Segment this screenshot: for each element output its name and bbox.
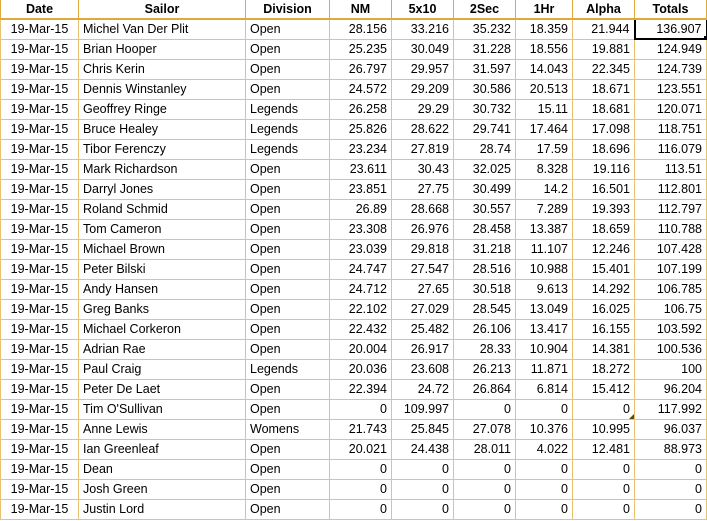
table-row[interactable] bbox=[1, 339, 707, 359]
cell-alpha[interactable]: 19.881 bbox=[573, 39, 635, 59]
column-header-sailor[interactable]: Sailor bbox=[79, 0, 246, 19]
cell-totals[interactable]: 0 bbox=[635, 499, 707, 519]
cell-sailor[interactable]: Michael Corkeron bbox=[79, 319, 246, 339]
table-row[interactable] bbox=[1, 259, 707, 279]
cell-sailor[interactable]: Darryl Jones bbox=[79, 179, 246, 199]
cell-date[interactable]: 19-Mar-15 bbox=[1, 59, 79, 79]
column-header-nm[interactable]: NM bbox=[330, 0, 392, 19]
cell-2sec[interactable]: 30.557 bbox=[454, 199, 516, 219]
cell-division[interactable]: Open bbox=[246, 39, 330, 59]
cell-date[interactable]: 19-Mar-15 bbox=[1, 499, 79, 519]
cell-totals[interactable]: 112.801 bbox=[635, 179, 707, 199]
cell-5x10[interactable]: 28.668 bbox=[392, 199, 454, 219]
cell-5x10[interactable]: 29.818 bbox=[392, 239, 454, 259]
cell-date[interactable]: 19-Mar-15 bbox=[1, 359, 79, 379]
cell-5x10[interactable]: 27.65 bbox=[392, 279, 454, 299]
cell-1hr[interactable]: 0 bbox=[516, 479, 573, 499]
cell-5x10[interactable]: 30.43 bbox=[392, 159, 454, 179]
cell-division[interactable]: Open bbox=[246, 219, 330, 239]
cell-alpha[interactable]: 18.272 bbox=[573, 359, 635, 379]
cell-totals[interactable]: 124.949 bbox=[635, 39, 707, 59]
cell-alpha[interactable]: 17.098 bbox=[573, 119, 635, 139]
cell-2sec[interactable]: 28.011 bbox=[454, 439, 516, 459]
table-row[interactable] bbox=[1, 219, 707, 239]
cell-totals[interactable]: 123.551 bbox=[635, 79, 707, 99]
cell-sailor[interactable]: Tim O'Sullivan bbox=[79, 399, 246, 419]
table-row[interactable] bbox=[1, 459, 707, 479]
cell-sailor[interactable]: Peter Bilski bbox=[79, 259, 246, 279]
cell-1hr[interactable]: 14.043 bbox=[516, 59, 573, 79]
cell-sailor[interactable]: Ian Greenleaf bbox=[79, 439, 246, 459]
cell-1hr[interactable]: 6.814 bbox=[516, 379, 573, 399]
cell-nm[interactable]: 25.235 bbox=[330, 39, 392, 59]
cell-nm[interactable]: 28.156 bbox=[330, 19, 392, 39]
table-row[interactable] bbox=[1, 419, 707, 439]
table-row[interactable] bbox=[1, 499, 707, 519]
cell-5x10[interactable]: 27.029 bbox=[392, 299, 454, 319]
cell-2sec[interactable]: 30.499 bbox=[454, 179, 516, 199]
cell-5x10[interactable]: 24.72 bbox=[392, 379, 454, 399]
cell-1hr[interactable]: 8.328 bbox=[516, 159, 573, 179]
cell-date[interactable]: 19-Mar-15 bbox=[1, 159, 79, 179]
table-row[interactable] bbox=[1, 59, 707, 79]
table-row[interactable] bbox=[1, 279, 707, 299]
cell-totals[interactable]: 0 bbox=[635, 479, 707, 499]
cell-date[interactable]: 19-Mar-15 bbox=[1, 399, 79, 419]
cell-1hr[interactable]: 4.022 bbox=[516, 439, 573, 459]
cell-date[interactable]: 19-Mar-15 bbox=[1, 279, 79, 299]
cell-nm[interactable]: 23.611 bbox=[330, 159, 392, 179]
cell-date[interactable]: 19-Mar-15 bbox=[1, 119, 79, 139]
cell-1hr[interactable]: 10.376 bbox=[516, 419, 573, 439]
cell-date[interactable]: 19-Mar-15 bbox=[1, 319, 79, 339]
cell-sailor[interactable]: Dennis Winstanley bbox=[79, 79, 246, 99]
cell-division[interactable]: Open bbox=[246, 379, 330, 399]
cell-sailor[interactable]: Chris Kerin bbox=[79, 59, 246, 79]
cell-date[interactable]: 19-Mar-15 bbox=[1, 19, 79, 39]
cell-1hr[interactable]: 7.289 bbox=[516, 199, 573, 219]
cell-2sec[interactable]: 32.025 bbox=[454, 159, 516, 179]
cell-2sec[interactable]: 26.213 bbox=[454, 359, 516, 379]
cell-alpha[interactable]: 16.025 bbox=[573, 299, 635, 319]
cell-totals[interactable]: 88.973 bbox=[635, 439, 707, 459]
cell-division[interactable]: Open bbox=[246, 459, 330, 479]
cell-division[interactable]: Open bbox=[246, 259, 330, 279]
cell-division[interactable]: Open bbox=[246, 19, 330, 39]
cell-nm[interactable]: 0 bbox=[330, 459, 392, 479]
cell-nm[interactable]: 0 bbox=[330, 479, 392, 499]
cell-alpha[interactable]: 16.155 bbox=[573, 319, 635, 339]
cell-alpha[interactable]: 10.995 bbox=[573, 419, 635, 439]
cell-1hr[interactable]: 11.871 bbox=[516, 359, 573, 379]
cell-sailor[interactable]: Josh Green bbox=[79, 479, 246, 499]
cell-date[interactable]: 19-Mar-15 bbox=[1, 439, 79, 459]
cell-date[interactable]: 19-Mar-15 bbox=[1, 239, 79, 259]
cell-totals[interactable]: 100.536 bbox=[635, 339, 707, 359]
cell-sailor[interactable]: Dean bbox=[79, 459, 246, 479]
cell-2sec[interactable]: 29.741 bbox=[454, 119, 516, 139]
fill-handle[interactable] bbox=[704, 36, 707, 39]
cell-5x10[interactable]: 27.75 bbox=[392, 179, 454, 199]
cell-date[interactable]: 19-Mar-15 bbox=[1, 479, 79, 499]
cell-2sec[interactable]: 28.458 bbox=[454, 219, 516, 239]
cell-date[interactable]: 19-Mar-15 bbox=[1, 39, 79, 59]
table-row[interactable] bbox=[1, 139, 707, 159]
cell-nm[interactable]: 23.851 bbox=[330, 179, 392, 199]
cell-nm[interactable]: 24.747 bbox=[330, 259, 392, 279]
cell-5x10[interactable]: 29.209 bbox=[392, 79, 454, 99]
column-header-2sec[interactable]: 2Sec bbox=[454, 0, 516, 19]
column-header-alpha[interactable]: Alpha bbox=[573, 0, 635, 19]
cell-division[interactable]: Open bbox=[246, 179, 330, 199]
cell-totals[interactable]: 107.199 bbox=[635, 259, 707, 279]
cell-date[interactable]: 19-Mar-15 bbox=[1, 299, 79, 319]
cell-2sec[interactable]: 31.597 bbox=[454, 59, 516, 79]
cell-date[interactable]: 19-Mar-15 bbox=[1, 419, 79, 439]
table-row[interactable] bbox=[1, 19, 707, 39]
cell-alpha[interactable]: 15.401 bbox=[573, 259, 635, 279]
cell-5x10[interactable]: 26.976 bbox=[392, 219, 454, 239]
cell-division[interactable]: Legends bbox=[246, 139, 330, 159]
cell-5x10[interactable]: 27.547 bbox=[392, 259, 454, 279]
cell-5x10[interactable]: 24.438 bbox=[392, 439, 454, 459]
cell-1hr[interactable]: 0 bbox=[516, 459, 573, 479]
table-row[interactable] bbox=[1, 439, 707, 459]
cell-division[interactable]: Open bbox=[246, 479, 330, 499]
cell-sailor[interactable]: Andy Hansen bbox=[79, 279, 246, 299]
table-row[interactable] bbox=[1, 319, 707, 339]
cell-nm[interactable]: 20.036 bbox=[330, 359, 392, 379]
table-header-row bbox=[1, 0, 707, 19]
cell-date[interactable]: 19-Mar-15 bbox=[1, 79, 79, 99]
cell-1hr[interactable]: 18.359 bbox=[516, 19, 573, 39]
table-row[interactable] bbox=[1, 239, 707, 259]
cell-5x10[interactable]: 26.917 bbox=[392, 339, 454, 359]
cell-division[interactable]: Legends bbox=[246, 99, 330, 119]
cell-date[interactable]: 19-Mar-15 bbox=[1, 99, 79, 119]
cell-totals[interactable]: 106.785 bbox=[635, 279, 707, 299]
cell-division[interactable]: Open bbox=[246, 339, 330, 359]
table-row[interactable] bbox=[1, 79, 707, 99]
cell-1hr[interactable]: 11.107 bbox=[516, 239, 573, 259]
cell-nm[interactable]: 22.102 bbox=[330, 299, 392, 319]
cell-division[interactable]: Open bbox=[246, 159, 330, 179]
cell-1hr[interactable]: 10.988 bbox=[516, 259, 573, 279]
cell-2sec[interactable]: 26.106 bbox=[454, 319, 516, 339]
cell-5x10[interactable]: 109.997 bbox=[392, 399, 454, 419]
cell-alpha[interactable]: 18.659 bbox=[573, 219, 635, 239]
cell-nm[interactable]: 22.432 bbox=[330, 319, 392, 339]
cell-nm[interactable]: 21.743 bbox=[330, 419, 392, 439]
cell-totals[interactable]: 120.071 bbox=[635, 99, 707, 119]
cell-nm[interactable]: 20.021 bbox=[330, 439, 392, 459]
cell-nm[interactable]: 23.039 bbox=[330, 239, 392, 259]
cell-1hr[interactable]: 13.387 bbox=[516, 219, 573, 239]
cell-5x10[interactable]: 29.29 bbox=[392, 99, 454, 119]
cell-5x10[interactable]: 25.845 bbox=[392, 419, 454, 439]
cell-5x10[interactable]: 28.622 bbox=[392, 119, 454, 139]
cell-division[interactable]: Open bbox=[246, 279, 330, 299]
cell-division[interactable]: Open bbox=[246, 199, 330, 219]
cell-alpha[interactable]: 22.345 bbox=[573, 59, 635, 79]
cell-nm[interactable]: 20.004 bbox=[330, 339, 392, 359]
cell-alpha[interactable]: 12.246 bbox=[573, 239, 635, 259]
cell-date[interactable]: 19-Mar-15 bbox=[1, 459, 79, 479]
cell-sailor[interactable]: Tibor Ferenczy bbox=[79, 139, 246, 159]
table-row[interactable] bbox=[1, 379, 707, 399]
cell-nm[interactable]: 23.234 bbox=[330, 139, 392, 159]
cell-sailor[interactable]: Brian Hooper bbox=[79, 39, 246, 59]
cell-alpha[interactable]: 15.412 bbox=[573, 379, 635, 399]
cell-1hr[interactable]: 13.417 bbox=[516, 319, 573, 339]
cell-alpha[interactable]: 18.696 bbox=[573, 139, 635, 159]
cell-2sec[interactable]: 0 bbox=[454, 499, 516, 519]
cell-nm[interactable]: 0 bbox=[330, 399, 392, 419]
table-row[interactable] bbox=[1, 99, 707, 119]
table-row[interactable] bbox=[1, 119, 707, 139]
cell-alpha[interactable]: 21.944 bbox=[573, 19, 635, 39]
cell-division[interactable]: Open bbox=[246, 499, 330, 519]
cell-totals[interactable]: 110.788 bbox=[635, 219, 707, 239]
table-row[interactable] bbox=[1, 359, 707, 379]
cell-date[interactable]: 19-Mar-15 bbox=[1, 199, 79, 219]
cell-nm[interactable]: 24.572 bbox=[330, 79, 392, 99]
cell-5x10[interactable]: 0 bbox=[392, 459, 454, 479]
cell-totals[interactable]: 113.51 bbox=[635, 159, 707, 179]
cell-alpha[interactable]: 19.116 bbox=[573, 159, 635, 179]
cell-alpha[interactable]: 16.501 bbox=[573, 179, 635, 199]
cell-alpha[interactable]: 12.481 bbox=[573, 439, 635, 459]
cell-totals[interactable]: 100 bbox=[635, 359, 707, 379]
cell-5x10[interactable]: 30.049 bbox=[392, 39, 454, 59]
cell-5x10[interactable]: 29.957 bbox=[392, 59, 454, 79]
table-row[interactable] bbox=[1, 159, 707, 179]
selected-cell[interactable]: 136.907 bbox=[635, 19, 707, 39]
table-row[interactable] bbox=[1, 399, 707, 419]
cell-5x10[interactable]: 23.608 bbox=[392, 359, 454, 379]
cell-2sec[interactable]: 31.218 bbox=[454, 239, 516, 259]
cell-2sec[interactable]: 27.078 bbox=[454, 419, 516, 439]
cell-2sec[interactable]: 31.228 bbox=[454, 39, 516, 59]
cell-totals[interactable]: 96.037 bbox=[635, 419, 707, 439]
cell-2sec[interactable]: 30.518 bbox=[454, 279, 516, 299]
cell-5x10[interactable]: 25.482 bbox=[392, 319, 454, 339]
cell-2sec[interactable]: 26.864 bbox=[454, 379, 516, 399]
cell-sailor[interactable]: Anne Lewis bbox=[79, 419, 246, 439]
cell-alpha[interactable]: 0 bbox=[573, 499, 635, 519]
cell-2sec[interactable]: 28.545 bbox=[454, 299, 516, 319]
cell-comment-marker bbox=[629, 414, 634, 419]
cell-date[interactable]: 19-Mar-15 bbox=[1, 379, 79, 399]
cell-sailor[interactable]: Paul Craig bbox=[79, 359, 246, 379]
cell-sailor[interactable]: Justin Lord bbox=[79, 499, 246, 519]
column-header-1hr[interactable]: 1Hr bbox=[516, 0, 573, 19]
cell-5x10[interactable]: 0 bbox=[392, 499, 454, 519]
cell-division[interactable]: Womens bbox=[246, 419, 330, 439]
cell-division[interactable]: Legends bbox=[246, 119, 330, 139]
cell-division[interactable]: Open bbox=[246, 399, 330, 419]
cell-alpha[interactable]: 19.393 bbox=[573, 199, 635, 219]
cell-totals[interactable]: 116.079 bbox=[635, 139, 707, 159]
cell-2sec[interactable]: 30.732 bbox=[454, 99, 516, 119]
cell-alpha[interactable]: 18.681 bbox=[573, 99, 635, 119]
cell-1hr[interactable]: 15.11 bbox=[516, 99, 573, 119]
cell-totals[interactable]: 118.751 bbox=[635, 119, 707, 139]
cell-nm[interactable]: 23.308 bbox=[330, 219, 392, 239]
cell-5x10[interactable]: 27.819 bbox=[392, 139, 454, 159]
cell-alpha[interactable]: 18.671 bbox=[573, 79, 635, 99]
cell-1hr[interactable]: 18.556 bbox=[516, 39, 573, 59]
cell-nm[interactable]: 26.797 bbox=[330, 59, 392, 79]
cell-sailor[interactable]: Tom Cameron bbox=[79, 219, 246, 239]
cell-5x10[interactable]: 0 bbox=[392, 479, 454, 499]
cell-division[interactable]: Open bbox=[246, 319, 330, 339]
cell-2sec[interactable]: 0 bbox=[454, 479, 516, 499]
cell-date[interactable]: 19-Mar-15 bbox=[1, 139, 79, 159]
cell-totals[interactable]: 103.592 bbox=[635, 319, 707, 339]
cell-alpha[interactable]: 14.292 bbox=[573, 279, 635, 299]
cell-division[interactable]: Legends bbox=[246, 359, 330, 379]
table-body bbox=[1, 19, 707, 519]
cell-nm[interactable]: 26.89 bbox=[330, 199, 392, 219]
cell-1hr[interactable]: 17.59 bbox=[516, 139, 573, 159]
table-row[interactable] bbox=[1, 299, 707, 319]
cell-nm[interactable]: 26.258 bbox=[330, 99, 392, 119]
column-header-division[interactable]: Division bbox=[246, 0, 330, 19]
cell-sailor[interactable]: Roland Schmid bbox=[79, 199, 246, 219]
cell-2sec[interactable]: 35.232 bbox=[454, 19, 516, 39]
cell-sailor[interactable]: Geoffrey Ringe bbox=[79, 99, 246, 119]
cell-sailor[interactable]: Bruce Healey bbox=[79, 119, 246, 139]
table-row[interactable] bbox=[1, 39, 707, 59]
table-row[interactable] bbox=[1, 479, 707, 499]
cell-1hr[interactable]: 13.049 bbox=[516, 299, 573, 319]
cell-2sec[interactable]: 28.516 bbox=[454, 259, 516, 279]
cell-totals[interactable]: 107.428 bbox=[635, 239, 707, 259]
cell-sailor[interactable]: Peter De Laet bbox=[79, 379, 246, 399]
cell-1hr[interactable]: 9.613 bbox=[516, 279, 573, 299]
cell-2sec[interactable]: 28.33 bbox=[454, 339, 516, 359]
cell-totals[interactable]: 106.75 bbox=[635, 299, 707, 319]
cell-5x10[interactable]: 33.216 bbox=[392, 19, 454, 39]
cell-2sec[interactable]: 0 bbox=[454, 399, 516, 419]
cell-sailor[interactable]: Mark Richardson bbox=[79, 159, 246, 179]
cell-totals[interactable]: 112.797 bbox=[635, 199, 707, 219]
cell-nm[interactable]: 24.712 bbox=[330, 279, 392, 299]
cell-1hr[interactable]: 10.904 bbox=[516, 339, 573, 359]
cell-nm[interactable]: 22.394 bbox=[330, 379, 392, 399]
cell-sailor[interactable]: Michel Van Der Plit bbox=[79, 19, 246, 39]
cell-alpha[interactable]: 0 bbox=[573, 479, 635, 499]
cell-alpha[interactable]: 14.381 bbox=[573, 339, 635, 359]
cell-totals[interactable]: 117.992 bbox=[635, 399, 707, 419]
cell-date[interactable]: 19-Mar-15 bbox=[1, 219, 79, 239]
cell-sailor[interactable]: Adrian Rae bbox=[79, 339, 246, 359]
cell-division[interactable]: Open bbox=[246, 439, 330, 459]
table-row[interactable] bbox=[1, 199, 707, 219]
table-row[interactable] bbox=[1, 179, 707, 199]
cell-1hr[interactable]: 17.464 bbox=[516, 119, 573, 139]
cell-date[interactable]: 19-Mar-15 bbox=[1, 339, 79, 359]
cell-1hr[interactable]: 20.513 bbox=[516, 79, 573, 99]
cell-2sec[interactable]: 30.586 bbox=[454, 79, 516, 99]
cell-division[interactable]: Open bbox=[246, 59, 330, 79]
cell-2sec[interactable]: 28.74 bbox=[454, 139, 516, 159]
column-header-date[interactable]: Date bbox=[1, 0, 79, 19]
cell-nm[interactable]: 0 bbox=[330, 499, 392, 519]
cell-alpha[interactable]: 0 bbox=[573, 399, 635, 419]
cell-division[interactable]: Open bbox=[246, 239, 330, 259]
cell-division[interactable]: Open bbox=[246, 299, 330, 319]
cell-date[interactable]: 19-Mar-15 bbox=[1, 179, 79, 199]
cell-nm[interactable]: 25.826 bbox=[330, 119, 392, 139]
cell-totals[interactable]: 0 bbox=[635, 459, 707, 479]
column-header-5x10[interactable]: 5x10 bbox=[392, 0, 454, 19]
column-header-totals[interactable]: Totals bbox=[635, 0, 707, 19]
cell-division[interactable]: Open bbox=[246, 79, 330, 99]
cell-sailor[interactable]: Greg Banks bbox=[79, 299, 246, 319]
cell-1hr[interactable]: 0 bbox=[516, 399, 573, 419]
cell-alpha[interactable]: 0 bbox=[573, 459, 635, 479]
cell-sailor[interactable]: Michael Brown bbox=[79, 239, 246, 259]
cell-totals[interactable]: 124.739 bbox=[635, 59, 707, 79]
cell-date[interactable]: 19-Mar-15 bbox=[1, 259, 79, 279]
cell-totals[interactable]: 96.204 bbox=[635, 379, 707, 399]
cell-1hr[interactable]: 14.2 bbox=[516, 179, 573, 199]
cell-2sec[interactable]: 0 bbox=[454, 459, 516, 479]
cell-1hr[interactable]: 0 bbox=[516, 499, 573, 519]
